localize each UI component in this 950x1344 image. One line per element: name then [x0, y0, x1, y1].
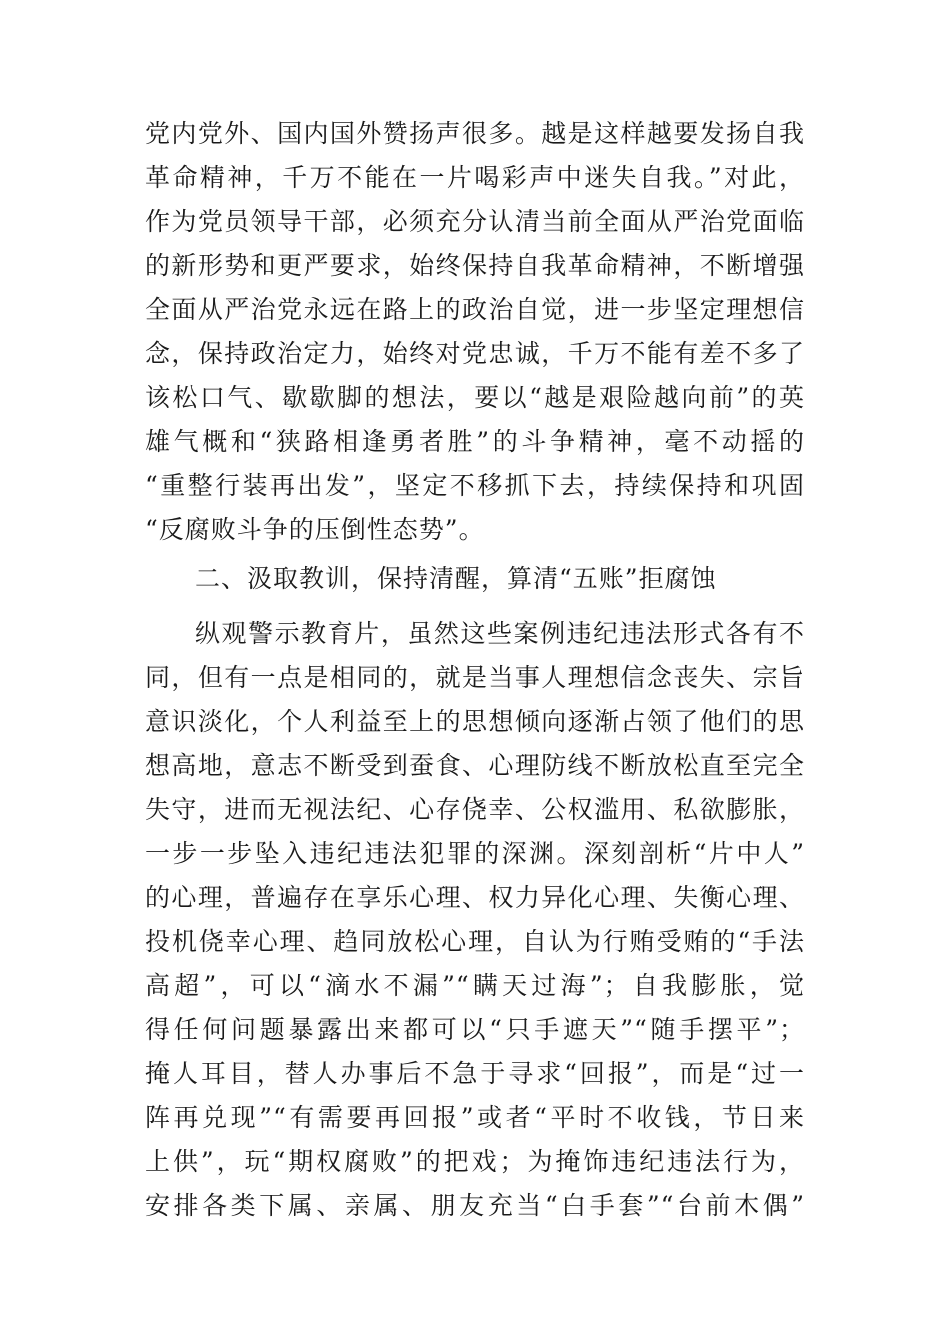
text-line: “反腐败斗争的压倒性态势”。	[145, 515, 485, 544]
text-line: 上供”，玩“期权腐败”的把戏；为掩饰违纪违法行为，	[145, 1147, 805, 1176]
section-heading: 二、汲取教训，保持清醒，算清“五账”拒腐蚀	[195, 564, 717, 593]
text-line: 投机侥幸心理、趋同放松心理，自认为行贿受贿的“手法	[145, 927, 805, 956]
text-line: 作为党员领导干部，必须充分认清当前全面从严治党面临	[145, 207, 805, 236]
text-line: 意识淡化，个人利益至上的思想倾向逐渐占领了他们的思	[145, 707, 805, 736]
text-line: “重整行装再出发”，坚定不移抓下去，持续保持和巩固	[145, 471, 805, 500]
text-line: 雄气概和“狭路相逢勇者胜”的斗争精神，毫不动摇的	[145, 427, 805, 456]
text-line: 念，保持政治定力，始终对党忠诚，千万不能有差不多了	[145, 339, 805, 368]
text-line: 党内党外、国内国外赞扬声很多。越是这样越要发扬自我	[145, 119, 805, 148]
text-line: 的新形势和更严要求，始终保持自我革命精神，不断增强	[145, 251, 805, 280]
text-line: 失守，进而无视法纪、心存侥幸、公权滥用、私欲膨胀，	[145, 795, 805, 824]
text-line: 得任何问题暴露出来都可以“只手遮天”“随手摆平”；	[145, 1015, 805, 1044]
text-line: 安排各类下属、亲属、朋友充当“白手套”“台前木偶”	[145, 1191, 805, 1220]
text-line: 一步一步坠入违纪违法犯罪的深渊。深刻剖析“片中人”	[145, 839, 805, 868]
text-line: 纵观警示教育片，虽然这些案例违纪违法形式各有不	[195, 619, 805, 648]
text-line: 同，但有一点是相同的，就是当事人理想信念丧失、宗旨	[145, 663, 805, 692]
text-line: 高超”，可以“滴水不漏”“瞒天过海”；自我膨胀，觉	[145, 971, 805, 1000]
text-line: 掩人耳目，替人办事后不急于寻求“回报”，而是“过一	[145, 1059, 805, 1088]
text-line: 阵再兑现”“有需要再回报”或者“平时不收钱，节日来	[145, 1103, 805, 1132]
text-line: 全面从严治党永远在路上的政治自觉，进一步坚定理想信	[145, 295, 805, 324]
text-line: 革命精神，千万不能在一片喝彩声中迷失自我。”对此，	[145, 163, 805, 192]
text-line: 想高地，意志不断受到蚕食、心理防线不断放松直至完全	[145, 751, 805, 780]
text-line: 该松口气、歇歇脚的想法，要以“越是艰险越向前”的英	[145, 383, 805, 412]
text-line: 的心理，普遍存在享乐心理、权力异化心理、失衡心理、	[145, 883, 805, 912]
